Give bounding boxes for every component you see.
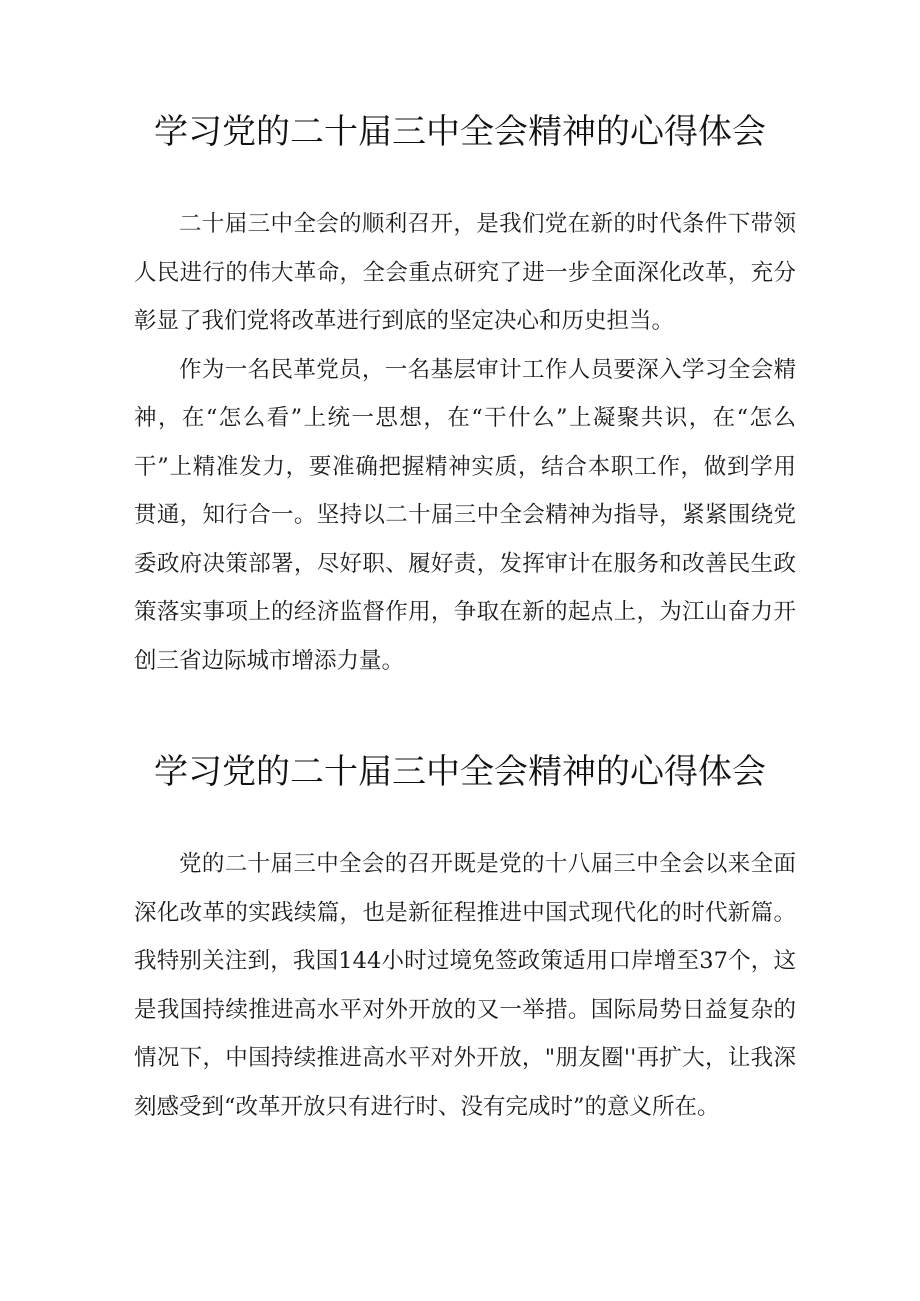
section-2-paragraph-1: 党的二十届三中全会的召开既是党的十八届三中全会以来全面深化改革的实践续篇，也是新征程推进中国式现代化的时代新篇。我特别关注到，我国144小时过境免签政策适用口岸增至37个，这是我国持续推进高水平对外开放的又一举措。国际局势日益复杂的情况下，中国持续推进高水平对外开放，"朋友圈''再扩大，让我深刻感受到“改革开放只有进行时、没有完成时”的意义所在。 (134, 851, 796, 1120)
section-2-title: 学习党的二十届三中全会精神的心得体会 (154, 752, 766, 792)
section-1-paragraph-1: 二十届三中全会的顺利召开，是我们党在新的时代条件下带领人民进行的伟大革命，全会重点研究了进一步全面深化改革，充分彰显了我们党将改革进行到底的坚定决心和历史担当。 (134, 211, 796, 334)
section-1-title: 学习党的二十届三中全会精神的心得体会 (154, 112, 766, 152)
section-2-body (134, 840, 796, 1131)
section-1-body (134, 200, 796, 685)
section-1-paragraph-2: 作为一名民革党员，一名基层审计工作人员要深入学习全会精神，在“怎么看”上统一思想，在“干什么”上凝聚共识，在“怎么干”上精准发力，要准确把握精神实质，结合本职工作，做到学用贯通，知行合一。坚持以二十届三中全会精神为指导，紧紧围绕党委政府决策部署，尽好职、履好责，发挥审计在服务和改善民生政策落实事项上的经济监督作用，争取在新的起点上，为江山奋力开创三省边际城市增添力量。 (134, 356, 796, 674)
